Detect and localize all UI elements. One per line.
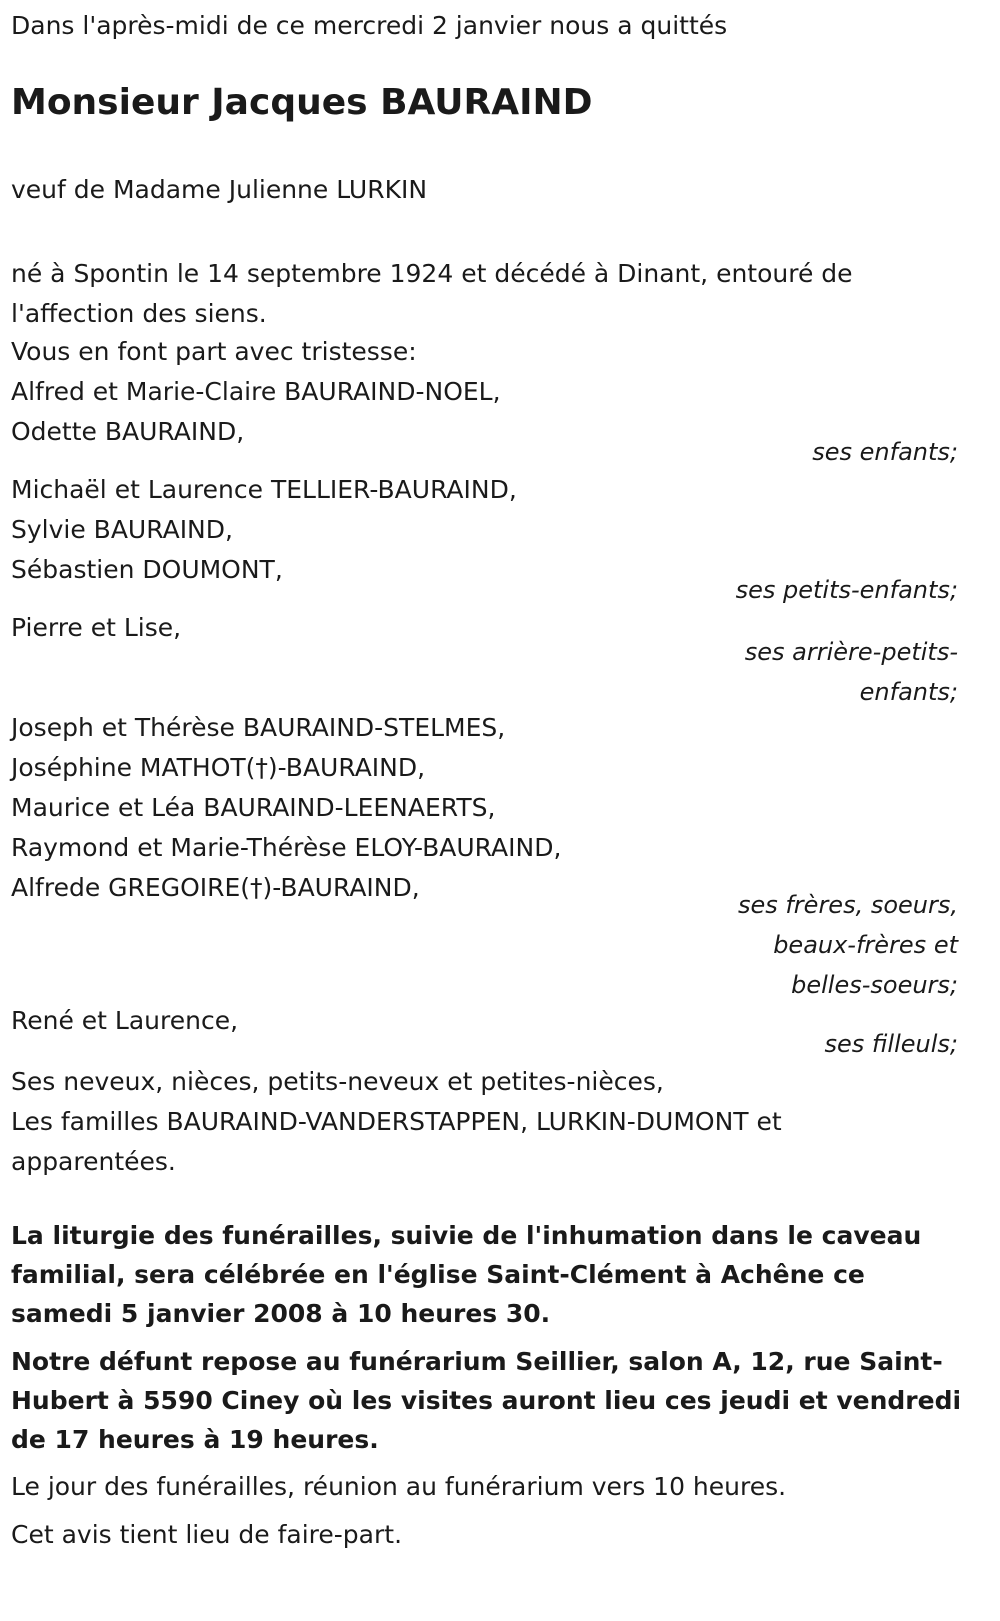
sibling-name: Joséphine MATHOT(†)-BAURAIND, (11, 753, 426, 782)
meeting-text: Le jour des funérailles, réunion au funérarium vers 10 heures. (11, 1472, 787, 1501)
godchildren-block (11, 1001, 238, 1041)
sibling-name: Alfrede GREGOIRE(†)-BAURAIND, (11, 873, 420, 902)
child-name: Odette BAURAIND, (11, 417, 245, 446)
sibling-name: Joseph et Thérèse BAURAIND-STELMES, (11, 713, 506, 742)
relation-line: beaux-frères et (773, 931, 958, 959)
godchild-name: René et Laurence, (11, 1006, 239, 1035)
sibling-name: Maurice et Léa BAURAIND-LEENAERTS, (11, 793, 496, 822)
sibling-name: Raymond et Marie-Thérèse ELOY-BAURAIND, (11, 833, 562, 862)
announce-text: Vous en font part avec tristesse: (11, 337, 417, 366)
liturgy-text: La liturgie des funérailles, suivie de l'inhumation dans le caveau familial, sera célébrée en l'église Saint-Clément à Achêne ce samedi 5 janvier 2008 à 10 heures 30. (11, 1221, 922, 1328)
others-line: Ses neveux, nièces, petits-neveux et petites-nièces, (11, 1067, 664, 1096)
widow-text: veuf de Madame Julienne LURKIN (11, 175, 428, 204)
relation-line: ses arrière-petits- (744, 638, 958, 666)
greatgrandchild-name: Pierre et Lise, (11, 613, 182, 642)
others-line: Les familles BAURAIND-VANDERSTAPPEN, LURKIN-DUMONT et (11, 1107, 782, 1136)
closing-text: Cet avis tient lieu de faire-part. (11, 1520, 403, 1549)
relation-line: enfants; (859, 678, 958, 706)
children-block (11, 332, 501, 452)
birth-death-text: né à Spontin le 14 septembre 1924 et décédé à Dinant, entouré de l'affection des siens. (11, 259, 853, 328)
relation-line: ses frères, soeurs, (737, 891, 958, 919)
greatgrandchildren-block (11, 608, 181, 648)
deceased-name: Monsieur Jacques BAURAIND (11, 82, 593, 123)
grandchild-name: Sylvie BAURAIND, (11, 515, 233, 544)
greatgrandchildren-relation (745, 632, 958, 712)
others-block (11, 1062, 782, 1182)
siblings-relation (738, 885, 958, 1005)
repose-text: Notre défunt repose au funérarium Seillier, salon A, 12, rue Saint-Hubert à 5590 Ciney où les visites auront lieu ces jeudi et vendredi de 17 heures à 19 heures. (11, 1347, 962, 1454)
grandchild-name: Sébastien DOUMONT, (11, 555, 283, 584)
grandchild-name: Michaël et Laurence TELLIER-BAURAIND, (11, 475, 517, 504)
siblings-block (11, 708, 561, 908)
intro-text: Dans l'après-midi de ce mercredi 2 janvier nous a quittés (11, 11, 728, 40)
child-name: Alfred et Marie-Claire BAURAIND-NOEL, (11, 377, 501, 406)
relation-line: belles-soeurs; (791, 971, 958, 999)
grandchildren-block (11, 470, 517, 590)
children-relation: ses enfants; (812, 438, 958, 466)
grandchildren-relation: ses petits-enfants; (735, 576, 958, 604)
others-line: apparentées. (11, 1147, 176, 1176)
godchildren-relation: ses filleuls; (824, 1030, 958, 1058)
